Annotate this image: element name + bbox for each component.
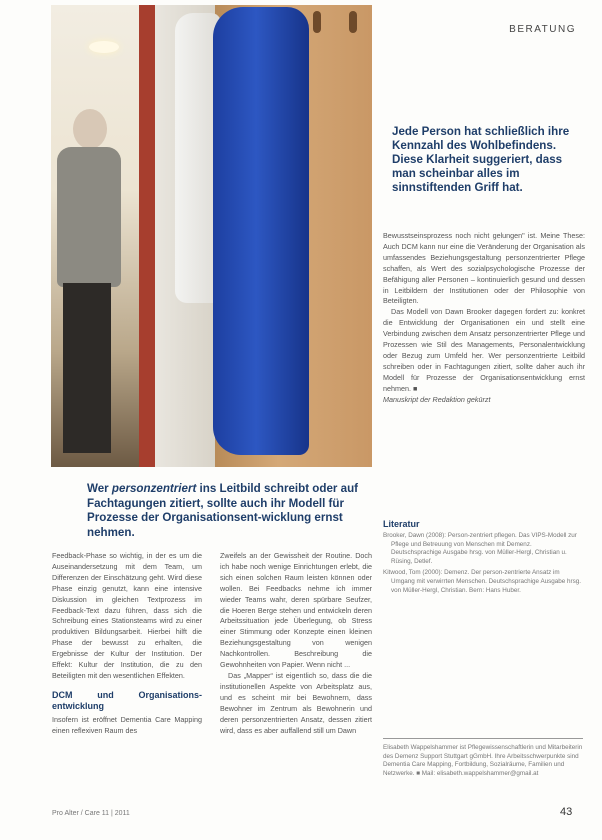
body-paragraph: Zweifels an der Gewissheit der Routine. Doch ich habe noch wenige Einrichtungen erlebt, die sich einen solchen Raum leisten können oder wollen. Bei Feedbacks nehme ich immer wieder Teams wahr, deren spürbare Seufzer, die Hoeren Berge stehen und entwickeln deren Arbeitssituation jede Überlegung, ob Stress einer Stimmung oder Konzepte einen kleinen Beziehungsgestaltung von wenigen Nachkontrollen. Beschreibung die Gewohnheiten von Papier. Wenn nicht ...	[220, 551, 372, 670]
photo-person-legs	[63, 283, 111, 453]
photo-coat-hook	[313, 11, 321, 33]
pull-quote: Jede Person hat schließlich ihre Kennzahl des Wohlbefindens. Diese Klarheit suggeriert, dass man scheinbar alles im sinnstiftenden Griff hat.	[392, 125, 570, 194]
photo-ceiling-light	[89, 41, 119, 53]
section-label: BERATUNG	[509, 24, 576, 35]
article-photo	[51, 5, 372, 467]
body-paragraph: Insofern ist eröffnet Dementia Care Mapping einen reflexiven Raum des	[52, 714, 202, 735]
photo-person-body	[57, 147, 121, 287]
literature-item: Kitwood, Tom (2000): Demenz. Der person-zentrierte Ansatz im Umgang mit verwirrten Menschen. Deutschsprachige Ausgabe hrsg. von Müller-Hergl, Christian. Bern: Hans Huber.	[383, 569, 582, 594]
article-column-b	[220, 551, 372, 736]
body-paragraph: Bewusstseinsprozess noch nicht gelungen" ist. Meine These: Auch DCM kann nur eine die Veränderung der Organisation als umfassendes Beziehungsgestaltung personzentrierter Pflege schaffen, als Wert des sozialpsychologische Prozesse der Befähigung aller Personen – kontinuierlich gesund und dessen in Leitbildern der Institutionen oder der Philosophie von Beteiligten.	[383, 231, 585, 306]
photo-coat-hook	[349, 11, 357, 33]
photo-person-head	[73, 109, 107, 149]
editorial-note: Manuskript der Redaktion gekürzt	[383, 394, 491, 404]
body-paragraph: Das „Mapper“ ist eigentlich so, dass die die institutionellen Aspekte von Arbeitsplatz aus, und es scheint mir bei Bewohnern, dass Bewohner im Zentrum als Bewohnerin und deren personzentrierten Ansatz, dessen zitiert wird, dass es aber auffallend still um Dawn	[220, 670, 372, 735]
body-paragraph: Feedback-Phase so wichtig, in der es um die Auseinandersetzung mit dem Team, um Differenzen der Einschätzung geht. Wird diese Phase einzig genutzt, kann eine intensive Diskussion im gleichen Textprozess im Feedback-Text dazu führen, dass sich die Schreibung eines Stationsteams wird zu einer produktiven Bildungsarbeit. Hierbei hilft die Phase der bewusst zu erhalten, die Ergebnisse der Kultur der Institution. Der Effekt: Kultur der Institution, die zu den Beteiligten mit den wesentlichen Effekten.	[52, 551, 202, 680]
body-paragraph: Das Modell von Dawn Brooker dagegen fordert zu: konkret die Entwicklung der Organisationen ein und stellt eine Verbindung zwischen dem Ansatz personzentrierter Pflege und Prozessen wie Stil des Managements, Personalentwicklung oder Bezug zum Umfeld her. Wer personzentrierte Leitbild schreiben oder in Fachtagungen zitiert, sollte daher auch ihr Modell für Prozesse der Organisationsentwicklung ernst nehmen. ■	[383, 307, 585, 393]
literature-item: Brooker, Dawn (2008): Person-zentriert pflegen. Das VIPS-Modell zur Pflege und Betreuung von Menschen mit Demenz. Deutschsprachige Ausgabe hrsg. von Müller-Hergl, Christian u. Rüsing, Detlef.	[383, 532, 577, 565]
article-column-a	[52, 551, 202, 737]
author-bio: Elisabeth Wappelshammer ist Pflegewissenschaftlerin und Mitarbeiterin des Demenz Support Stuttgart gGmbH. Ihre Arbeitsschwerpunkte sind Dementia Care Mapping, Fortbildung, Sozialräume, Familien und Netzwerke. ■ Mail: elisabeth.wappelshammer@gmail.at	[383, 738, 583, 778]
subheading: DCM und Organisations-entwicklung	[52, 689, 202, 711]
article-column-right	[383, 231, 585, 406]
photo-doorframe	[139, 5, 155, 467]
literature-list	[383, 532, 583, 598]
photo-blue-coat	[213, 7, 309, 455]
page-number: 43	[560, 806, 573, 818]
footer-publication: Pro Alter / Care 11 | 2011	[52, 810, 130, 817]
photo-caption: Wer personzentriert ins Leitbild schreibt oder auf Fachtagungen zitiert, sollte auch ihr Modell für Prozesse der Organisationsent-wicklung ernst nehmen.	[87, 482, 359, 539]
literature-heading: Literatur	[383, 519, 420, 529]
